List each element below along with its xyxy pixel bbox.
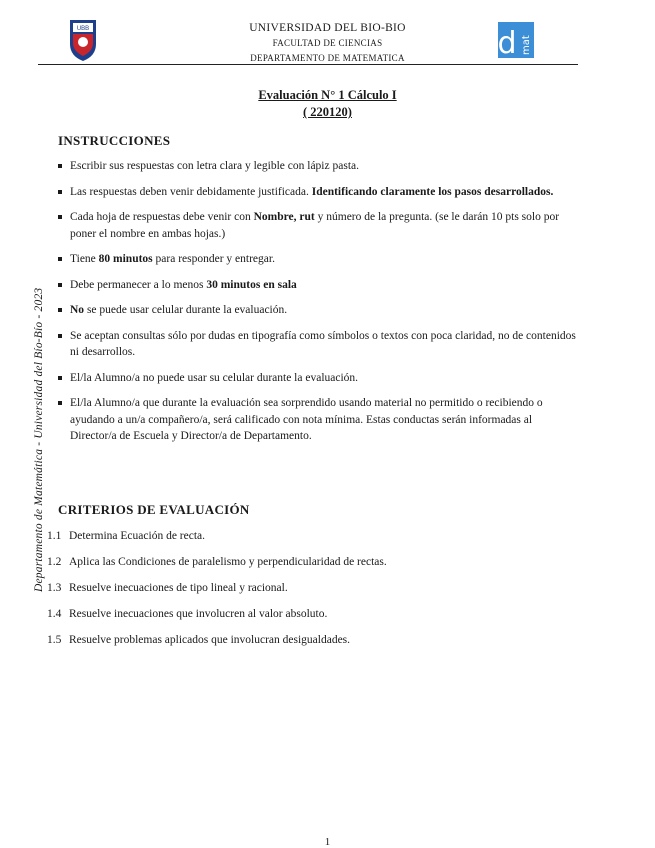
side-footer-text: Departamento de Matemática - Universidad del Bío-Bío - 2023 [33, 287, 45, 592]
instructions-heading: INSTRUCCIONES [58, 133, 171, 148]
exam-code: ( 220120) [303, 105, 352, 119]
criterion-item: 1.4 Resuelve inecuaciones que involucren al valor absoluto. [47, 608, 328, 620]
list-item: Debe permanecer a lo menos 30 minutos en sala [58, 277, 580, 294]
list-item: Las respuestas deben venir debidamente justificada. Identificando claramente los pasos desarrollados. [58, 184, 580, 201]
criterion-item: 1.2 Aplica las Condiciones de paralelismo y perpendicularidad de rectas. [47, 556, 387, 568]
list-item: El/la Alumno/a que durante la evaluación sea sorprendido usando material no permitido o recibiendo o ayudando a un/a compañero/a, será calificado con nota mínima. Estas conductas serán informadas al Director/a de Escuela y Director/a de Departamento. [58, 395, 580, 445]
list-item: Cada hoja de respuestas debe venir con Nombre, rut y número de la pregunta. (se le darán 10 pts solo por poner el nombre en ambas hojas.) [58, 209, 580, 242]
criterion-item: 1.1 Determina Ecuación de recta. [47, 530, 206, 542]
department-name: DEPARTAMENTO DE MATEMATICA [250, 53, 405, 63]
exam-title [0, 87, 655, 121]
header-divider [38, 64, 578, 65]
header-text [0, 20, 655, 66]
list-item: Se aceptan consultas sólo por dudas en tipografía como símbolos o textos con poca claridad, no de contenidos ni desarrollos. [58, 328, 580, 361]
dmat-mat: mat [521, 35, 532, 55]
list-item: No se puede usar celular durante la evaluación. [58, 302, 580, 319]
dmat-logo [498, 22, 534, 58]
criteria-heading: CRITERIOS DE EVALUACIÓN [58, 502, 250, 517]
list-item: Tiene 80 minutos para responder y entregar. [58, 251, 580, 268]
list-item: Escribir sus respuestas con letra clara y legible con lápiz pasta. [58, 158, 580, 175]
instructions-list [58, 158, 580, 445]
criterion-item: 1.3 Resuelve inecuaciones de tipo lineal y racional. [47, 582, 288, 594]
seal-text: UBB [76, 26, 90, 32]
university-name: UNIVERSIDAD DEL BIO-BIO [249, 22, 406, 34]
faculty-name: FACULTAD DE CIENCIAS [272, 38, 383, 48]
criteria-list [47, 528, 387, 658]
page-number: 1 [324, 836, 331, 848]
dmat-d: d [498, 26, 517, 58]
exam-title-line1: Evaluación N° 1 Cálculo I [258, 88, 397, 102]
criterion-item: 1.5 Resuelve problemas aplicados que involucran desigualdades. [47, 634, 351, 646]
list-item: El/la Alumno/a no puede usar su celular durante la evaluación. [58, 370, 580, 387]
